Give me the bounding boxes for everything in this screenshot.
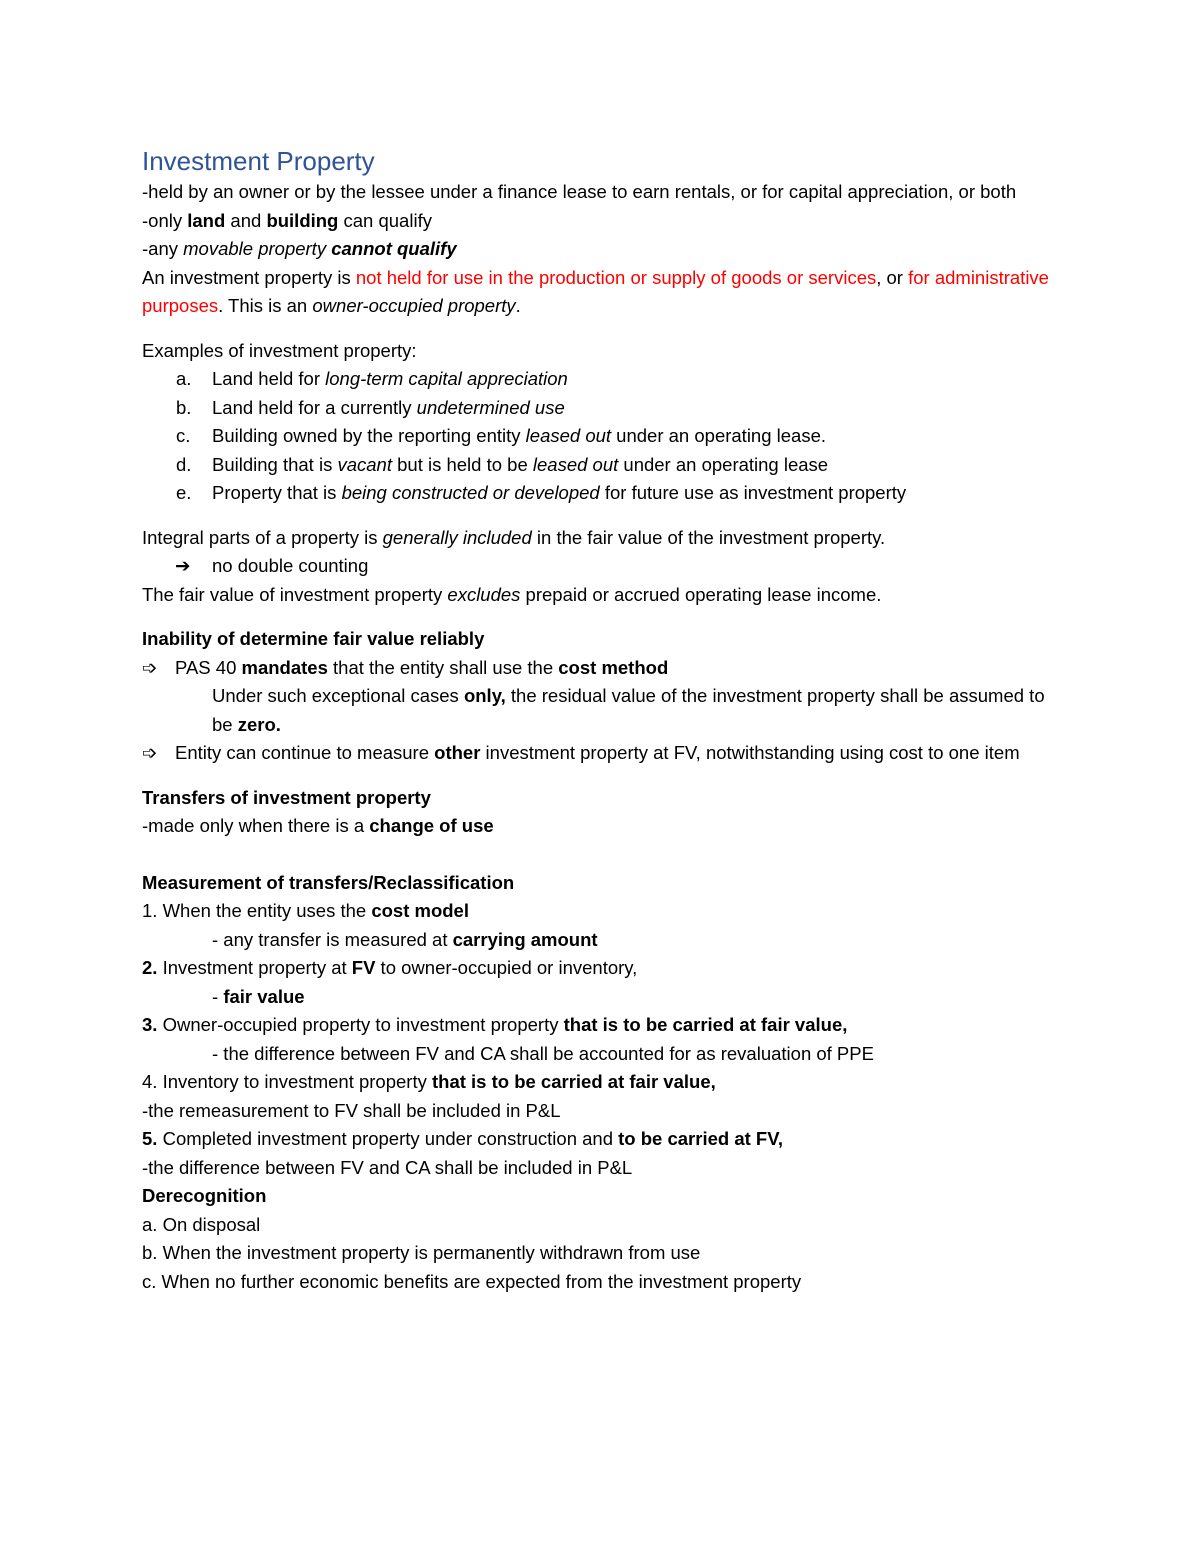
intro-line-1: -held by an owner or by the lessee under a finance lease to earn rentals, or for capital appreciation, or both <box>142 181 1017 202</box>
integral-arrow-item: ➔ no double counting <box>142 552 1062 581</box>
integral-line-1: Integral parts of a property is generally included in the fair value of the investment property. <box>142 526 886 548</box>
derecognition-item-a: a. On disposal <box>142 1213 261 1235</box>
inability-bullet-2: ➩ Entity can continue to measure other investment property at FV, notwithstanding using cost to one item <box>142 739 1062 768</box>
document-body <box>142 144 1062 1296</box>
measurement-item-2-sub: - fair value <box>212 985 305 1007</box>
measurement-item-3-sub: - the difference between FV and CA shall be accounted for as revaluation of PPE <box>212 1042 874 1064</box>
derecognition-item-b: b. When the investment property is permanently withdrawn from use <box>142 1242 701 1263</box>
inability-sub-note: Under such exceptional cases only, the residual value of the investment property shall be assumed to be zero. <box>212 685 1045 735</box>
arrow-right-icon: ➩ <box>142 742 158 763</box>
intro-line-2: -only land and building can qualify <box>142 209 432 231</box>
arrow-right-icon: ➔ <box>175 555 191 576</box>
transfers-line-1: -made only when there is a change of use <box>142 815 494 836</box>
measurement-item-2: 2. Investment property at FV to owner-occupied or inventory, <box>142 957 638 978</box>
page-title: Investment Property <box>142 146 375 176</box>
measurement-item-4: 4. Inventory to investment property that is to be carried at fair value, <box>142 1071 716 1092</box>
examples-heading: Examples of investment property: <box>142 339 417 361</box>
list-item: e. Property that is being constructed or developed for future use as investment property <box>176 482 907 503</box>
list-item: d. Building that is vacant but is held to be leased out under an operating lease <box>176 453 829 475</box>
arrow-right-icon: ➩ <box>142 656 158 678</box>
measurement-item-5-sub: -the difference between FV and CA shall be included in P&L <box>142 1156 633 1178</box>
measurement-item-1: 1. When the entity uses the cost model <box>142 900 469 921</box>
derecognition-item-c: c. When no further economic benefits are expected from the investment property <box>142 1270 802 1292</box>
measurement-item-4-sub: -the remeasurement to FV shall be included in P&L <box>142 1099 561 1121</box>
transfers-heading: Transfers of investment property <box>142 786 431 808</box>
list-item: c. Building owned by the reporting entity leased out under an operating lease. <box>176 425 827 446</box>
derecognition-heading: Derecognition <box>142 1185 267 1206</box>
list-item: a. Land held for long-term capital appreciation <box>176 368 568 389</box>
measurement-item-5: 5. Completed investment property under construction and to be carried at FV, <box>142 1128 783 1149</box>
integral-line-3: The fair value of investment property excludes prepaid or accrued operating lease income. <box>142 583 882 605</box>
inability-heading: Inability of determine fair value reliably <box>142 628 485 649</box>
inability-bullet-1: ➩ PAS 40 mandates that the entity shall use the cost method <box>142 654 1062 683</box>
list-item: b. Land held for a currently undetermined use <box>176 396 565 418</box>
intro-line-3: -any movable property cannot qualify <box>142 238 457 259</box>
examples-list <box>142 365 1062 508</box>
measurement-heading: Measurement of transfers/Reclassification <box>142 871 515 893</box>
intro-definition: An investment property is not held for use in the production or supply of goods or services, or for administrative purposes. This is an owner-occupied property. <box>142 266 1049 316</box>
measurement-item-1-sub: - any transfer is measured at carrying amount <box>212 928 598 950</box>
measurement-item-3: 3. Owner-occupied property to investment property that is to be carried at fair value, <box>142 1014 848 1035</box>
